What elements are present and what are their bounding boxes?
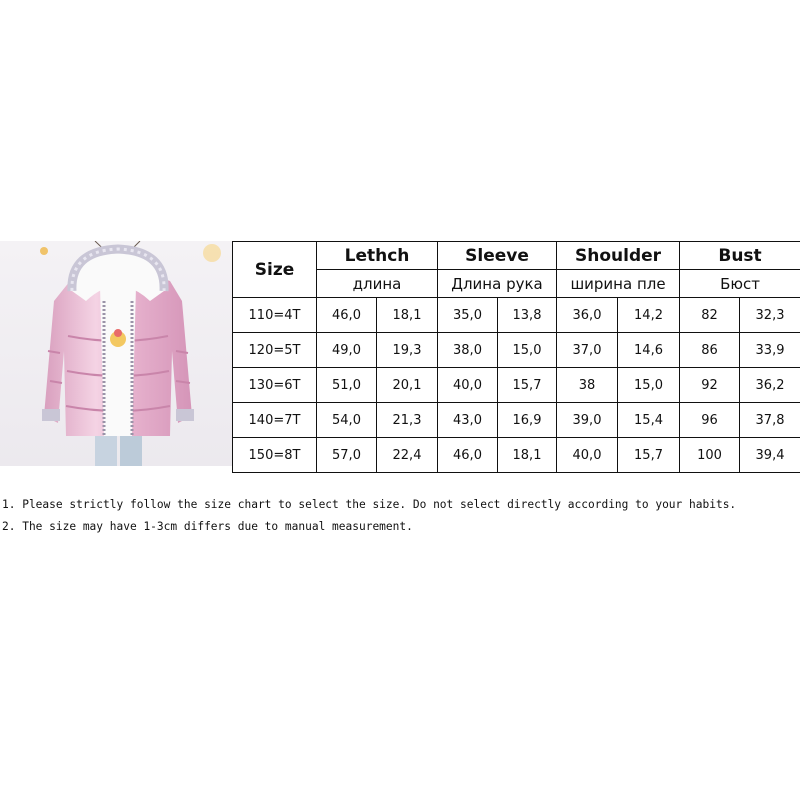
length-header: Lethch: [317, 242, 438, 270]
size-chart-table: [232, 241, 800, 466]
table-row: [233, 368, 800, 403]
measurement-cell: 46,0: [438, 438, 498, 473]
measurement-cell: 15,7: [618, 438, 680, 473]
measurement-cell: 20,1: [377, 368, 438, 403]
measurement-cell: 13,8: [498, 298, 557, 333]
measurement-cell: 57,0: [317, 438, 377, 473]
size-cell: 110=4T: [233, 298, 317, 333]
size-cell: 140=7T: [233, 403, 317, 438]
measurement-cell: 14,2: [618, 298, 680, 333]
measurement-cell: 38,0: [438, 333, 498, 368]
measurement-cell: 21,3: [377, 403, 438, 438]
bust-header: Bust: [680, 242, 800, 270]
table-row: [233, 333, 800, 368]
measurement-cell: 36,0: [557, 298, 618, 333]
sleeve-header-ru: Длина рука: [438, 270, 557, 298]
size-cell: 150=8T: [233, 438, 317, 473]
measurement-cell: 14,6: [618, 333, 680, 368]
measurement-cell: 82: [680, 298, 740, 333]
shoulder-header-ru: ширина пле: [557, 270, 680, 298]
measurement-cell: 86: [680, 333, 740, 368]
measurement-cell: 15,4: [618, 403, 680, 438]
size-notes: [2, 494, 798, 538]
measurement-cell: 40,0: [557, 438, 618, 473]
table-row: [233, 438, 800, 473]
measurement-cell: 37,8: [740, 403, 800, 438]
measurement-cell: 92: [680, 368, 740, 403]
note-1: 1. Please strictly follow the size chart to select the size. Do not select directly according to your habits.: [2, 498, 737, 511]
measurement-cell: 38: [557, 368, 618, 403]
table-row: [233, 403, 800, 438]
measurement-cell: 40,0: [438, 368, 498, 403]
measurement-cell: 39,0: [557, 403, 618, 438]
sleeve-header: Sleeve: [438, 242, 557, 270]
measurement-cell: 32,3: [740, 298, 800, 333]
measurement-cell: 46,0: [317, 298, 377, 333]
measurement-cell: 51,0: [317, 368, 377, 403]
measurement-cell: 15,7: [498, 368, 557, 403]
product-photo: [0, 241, 232, 466]
measurement-cell: 18,1: [377, 298, 438, 333]
measurement-cell: 18,1: [498, 438, 557, 473]
measurement-cell: 15,0: [498, 333, 557, 368]
measurement-cell: 96: [680, 403, 740, 438]
measurement-cell: 43,0: [438, 403, 498, 438]
measurement-cell: 100: [680, 438, 740, 473]
measurement-cell: 16,9: [498, 403, 557, 438]
measurement-cell: 15,0: [618, 368, 680, 403]
measurement-cell: 36,2: [740, 368, 800, 403]
size-column-header: Size: [233, 242, 317, 298]
note-2: 2. The size may have 1-3cm differs due to manual measurement.: [2, 520, 413, 533]
measurement-cell: 22,4: [377, 438, 438, 473]
bust-header-ru: Бюст: [680, 270, 800, 298]
pink-jacket-image: [0, 241, 232, 466]
measurement-cell: 19,3: [377, 333, 438, 368]
length-header-ru: длина: [317, 270, 438, 298]
size-cell: 120=5T: [233, 333, 317, 368]
shoulder-header: Shoulder: [557, 242, 680, 270]
measurement-cell: 39,4: [740, 438, 800, 473]
measurement-cell: 54,0: [317, 403, 377, 438]
measurement-cell: 49,0: [317, 333, 377, 368]
measurement-cell: 37,0: [557, 333, 618, 368]
size-cell: 130=6T: [233, 368, 317, 403]
table-row: [233, 298, 800, 333]
measurement-cell: 33,9: [740, 333, 800, 368]
measurement-cell: 35,0: [438, 298, 498, 333]
